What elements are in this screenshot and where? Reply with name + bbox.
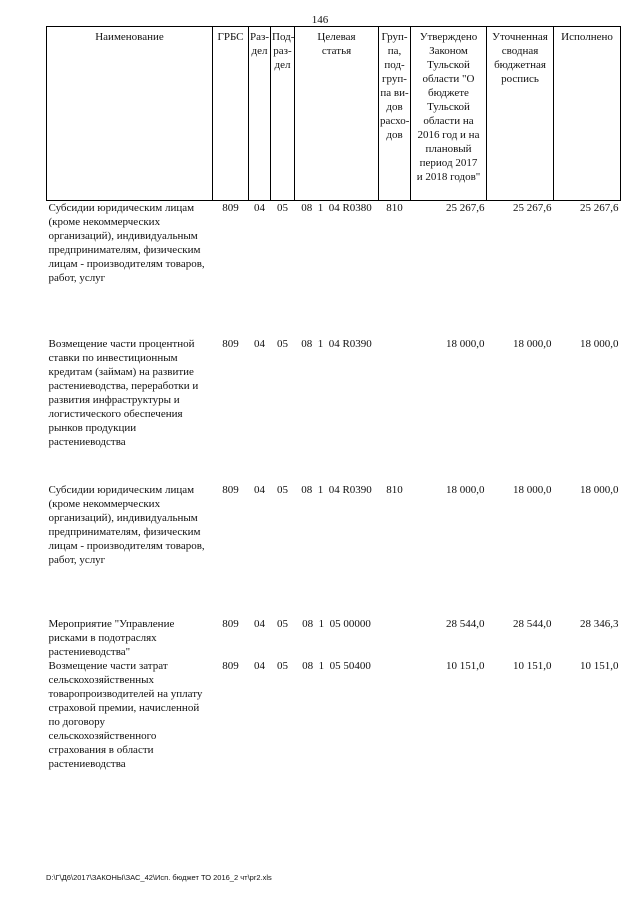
table-row	[47, 201, 621, 337]
header-utverzhdeno: Утверждено Законом Тульской области "О бюджете Тульской области на 2016 год и на плановый период 2017 и 2018 годов"	[411, 27, 487, 201]
row-ispolneno: 28 346,3	[580, 617, 619, 630]
row-tselevaya: 08 1 05 50400	[302, 659, 371, 672]
row-razdel: 04	[254, 202, 265, 214]
page-number: 146	[311, 14, 329, 26]
row-vid: 810	[386, 483, 403, 496]
row-name: Субсидии юридическим лицам (кроме некоммерческих организаций), индивидуальным предпринимателям, физическим лицам - производителям товаров, работ, услуг	[48, 483, 205, 566]
row-podrazdel: 05	[277, 659, 288, 672]
header-ispolneno: Исполнено	[554, 27, 621, 201]
row-vid	[379, 337, 411, 483]
row-ispolneno: 25 267,6	[580, 202, 619, 214]
row-ispolneno: 18 000,0	[580, 337, 619, 350]
row-razdel: 04	[254, 617, 265, 630]
row-utverzhdeno: 28 544,0	[446, 617, 485, 630]
header-grbs: ГРБС	[213, 27, 249, 201]
row-utverzhdeno: 10 151,0	[446, 659, 485, 672]
row-podrazdel: 05	[277, 337, 288, 350]
row-utochnennaya: 18 000,0	[513, 483, 552, 496]
row-tselevaya: 08 1 05 00000	[302, 617, 371, 630]
row-utochnennaya: 10 151,0	[513, 659, 552, 672]
row-grbs: 809	[222, 337, 239, 350]
row-grbs: 809	[222, 659, 239, 672]
row-name: Возмещение части затрат сельскохозяйственных товаропроизводителей на уплату страховой премии, начисленной по договору сельскохозяйственного страхования в области растениеводства	[48, 659, 203, 770]
row-tselevaya: 08 1 04 R0390	[301, 483, 372, 496]
row-name: Субсидии юридическим лицам (кроме некоммерческих организаций), индивидуальным предпринимателям, физическим лицам - производителям товаров, работ, услуг	[48, 202, 205, 284]
row-utochnennaya: 25 267,6	[513, 202, 552, 214]
row-name: Мероприятие "Управление рисками в подотраслях растениеводства"	[48, 617, 175, 658]
row-grbs: 809	[222, 202, 239, 214]
row-utverzhdeno: 18 000,0	[446, 337, 485, 350]
row-razdel: 04	[254, 337, 265, 350]
table-row	[47, 659, 621, 779]
header-utochnennaya: Уточненная сводная бюджетная роспись	[487, 27, 554, 201]
table-row	[47, 617, 621, 659]
row-tselevaya: 08 1 04 R0390	[301, 337, 372, 350]
row-utverzhdeno: 25 267,6	[446, 202, 485, 214]
row-razdel: 04	[254, 659, 265, 672]
budget-table	[46, 26, 621, 779]
row-ispolneno: 10 151,0	[580, 659, 619, 672]
table-header-row	[47, 27, 621, 201]
row-tselevaya: 08 1 04 R0380	[301, 202, 372, 214]
row-utverzhdeno: 18 000,0	[446, 483, 485, 496]
row-razdel: 04	[254, 483, 265, 496]
row-grbs: 809	[222, 483, 239, 496]
row-podrazdel: 05	[277, 617, 288, 630]
row-podrazdel: 05	[277, 202, 288, 214]
row-utochnennaya: 28 544,0	[513, 617, 552, 630]
header-gruppa: Груп- па, под- груп- па ви- дов расхо- дов	[379, 27, 411, 201]
row-name: Возмещение части процентной ставки по инвестиционным кредитам (займам) на развитие растениеводства, переработки и развития инфраструктуры и логистического обеспечения рынков продукции растениеводства	[48, 337, 199, 448]
row-grbs: 809	[222, 617, 239, 630]
header-podrazdel: Под- раз- дел	[271, 27, 295, 201]
header-razdel: Раз- дел	[249, 27, 271, 201]
row-vid	[379, 659, 411, 779]
row-ispolneno: 18 000,0	[580, 483, 619, 496]
table-row	[47, 337, 621, 483]
header-tselevaya: Целевая статья	[295, 27, 379, 201]
row-podrazdel: 05	[277, 483, 288, 496]
header-name: Наименование	[47, 27, 213, 201]
row-vid: 810	[386, 202, 403, 214]
footer-file-path: D:\Г\Д6\2017\ЗАКОНЫ\ЗАС_42\Исп. бюджет ТО 2016_2 чт\pr2.xls	[46, 873, 272, 882]
row-utochnennaya: 18 000,0	[513, 337, 552, 350]
table-row	[47, 483, 621, 617]
row-vid	[379, 617, 411, 659]
